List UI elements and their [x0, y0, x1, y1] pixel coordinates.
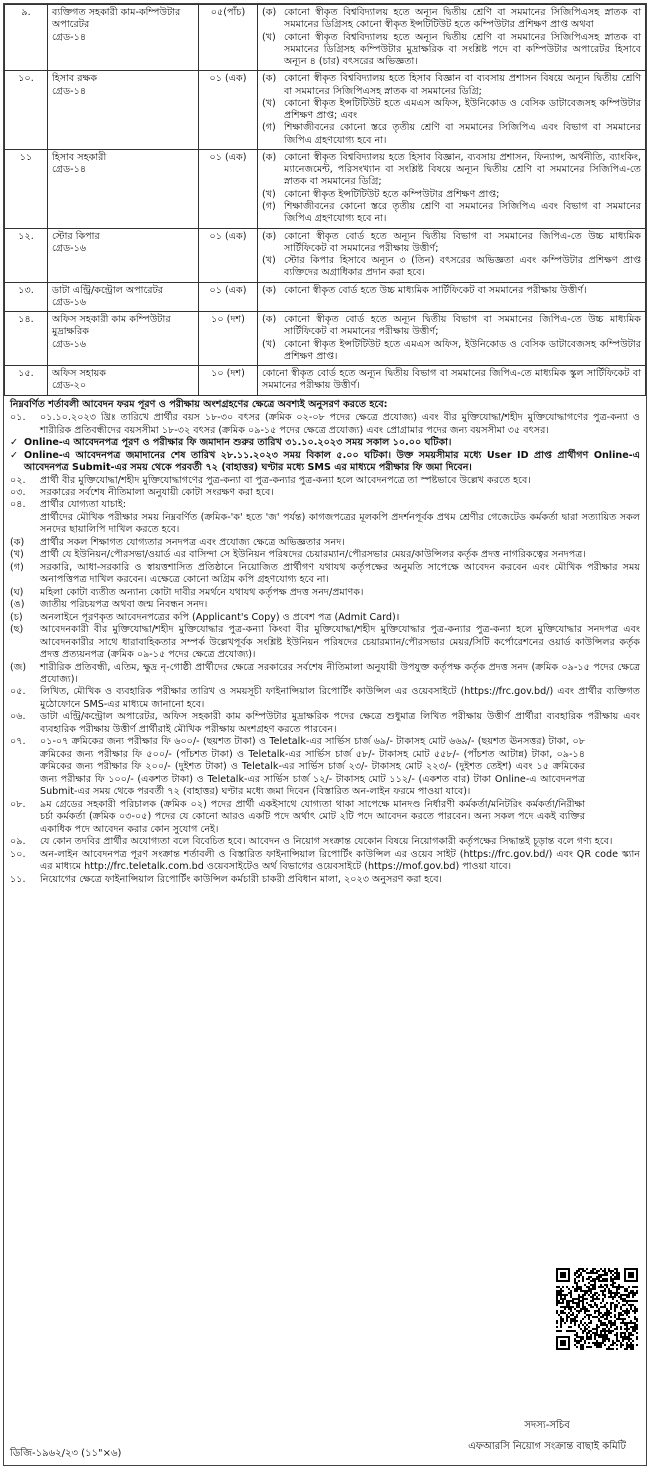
- qualification-item: [262, 231, 641, 256]
- qualification-item: [262, 152, 641, 189]
- post-grade: গ্রেড-২০: [52, 380, 87, 392]
- post-count: ০১ (এক): [199, 71, 258, 150]
- conditions-list: [10, 412, 640, 886]
- post-title: স্টোর কিপার: [52, 230, 100, 242]
- signature-committee: এফআরসি নিয়োগ সংক্রান্ত বাছাই কমিটি: [468, 1440, 626, 1452]
- condition-marker: (ঘ): [10, 586, 24, 598]
- table-row: [5, 366, 646, 396]
- conditions-lead: নিম্নবর্ণিত শর্তাবলী আবেদন ফরম পূরণ ও পরীক্ষায় অংশগ্রহণের ক্ষেত্রে অবশ্যই অনুসরণ করতে হবে:: [10, 398, 388, 410]
- condition-marker: ০৮.: [10, 798, 26, 810]
- job-circular-page: [3, 3, 647, 1466]
- condition-marker: ১১.: [10, 873, 26, 885]
- qualification-text: কোনো স্বীকৃত বোর্ড হতে অন্যূন দ্বিতীয় বিভাগ বা সমমানের জিপিএ-তে উচ্চ মাধ্যমিক সার্টিফিকেট বা সমমানের পরীক্ষায় উত্তীর্ণ;: [284, 230, 641, 254]
- condition-item: [10, 686, 640, 711]
- condition-text: ০১.১০.২০২৩ খ্রিঃ তারিখে প্রার্থীর বয়স ১৮-৩০ বৎসর (ক্রমিক ০২-০৮ পদের ক্ষেত্রে প্রযোজ্য) এবং বীর মুক্তিযোদ্ধা/শহীদ মুক্তিযোদ্ধাগণের পুত্র-কন্যা ও শারীরিক প্রতিবন্ধীদের বয়সসীমা ১৮-৩২ বৎসর (ক্রমিক ০৯-১৫ পদের ক্ষেত্রে প্রযোজ্য) এবং প্রোগ্রামার পদের জন্য বয়সসীমা ৩৫ বৎসর।: [40, 412, 640, 436]
- condition-item: [10, 475, 640, 487]
- condition-marker: ০২.: [10, 474, 26, 486]
- table-row: [5, 228, 646, 282]
- condition-item: [10, 437, 640, 449]
- condition-text: Online-এ আবেদনপত্র পূরণ ও পরীক্ষার ফি জমাদান শুরুর তারিখ ৩১.১০.২০২৩ সময় সকাল ১০.০০ ঘটিকা।: [24, 437, 452, 449]
- condition-item: [10, 849, 640, 874]
- condition-item: [10, 836, 640, 848]
- qualification-text: কোনো স্বীকৃত ইন্সটিটিউট হতে এমএস অফিস, ইউনিকোড ও বেসিক ডাটাবেজসহ কম্পিউটার প্রশিক্ষণ প্রাপ্ত; এবং: [284, 97, 641, 122]
- condition-text: ৯ম গ্রেডের সহকারী পরিচালক (ক্রমিক ০২) পদের প্রার্থী একইসাথে যোগ্যতা থাকা সাপেক্ষে মানদণ্ড নির্ধারণী কর্মকর্তা/মনিটরিং কর্মকর্তা/নিরীক্ষা চর্চা কর্মকর্তা (ক্রমিক ০৩-০৫) পদের যে কোনো আরও একটি পদে অর্থাৎ মোট ২টি পদে আবেদন করতে পারবেন। অন্য সকল পদে একই ব্যক্তির একাধিক পদে আবেদন করার কোন সুযোগ নেই।: [40, 798, 585, 835]
- post-title-cell: [48, 149, 199, 228]
- post-count: ০১ (এক): [199, 228, 258, 282]
- qualification-marker: (খ): [262, 338, 276, 350]
- qualification-item: [262, 122, 641, 147]
- qualification-text: কোনো স্বীকৃত ইন্সটিটিউট হতে কম্পিউটার প্রশিক্ষণ প্রাপ্ত;: [284, 188, 500, 200]
- post-grade: গ্রেড-১৪: [52, 31, 87, 43]
- condition-marker: (ঙ): [10, 599, 25, 611]
- post-number: ১০.: [5, 71, 48, 150]
- qualification-text: কোনো স্বীকৃত বিশ্ববিদ্যালয় হতে অন্যূন দ্বিতীয় শ্রেণি বা সমমানের সিজিপিএসহ স্নাতক বা সমমানের ডিগ্রিসহ কম্পিউটার মুদ্রাক্ষরিক বা সংশ্লিষ্ট পদে বা কম্পিউটার অপারেটর হিসাবে অন্যূন ৪ (চার) বৎসরের অভিজ্ঞতা।: [284, 31, 641, 68]
- condition-marker: (ছ): [10, 624, 24, 636]
- condition-text: অন-লাইন আবেদনপত্র পূরণ সংক্রান্ত শর্তাবলী ও বিস্তারিত ফাইনান্সিয়াল রিপোর্টিং কাউন্সিল এর ওয়েব সাইট (https://frc.gov.bd/) এবং QR code স্ক্যান এর মাধ্যমে http://frc.teletalk.com.bd ওয়েবসাইটেও অর্থ বিভাগের ওয়েবসাইটে (https://mof.gov.bd) পাওয়া যাবে।: [40, 848, 640, 873]
- condition-text: লিখিত, মৌখিক ও ব্যবহারিক পরীক্ষার তারিখ ও সময়সূচী ফাইনান্সিয়াল রিপোর্টিং কাউন্সিল এর ওয়েবসাইটে (https://frc.gov.bd/) এবং প্রার্থীর ব্যক্তিগত মুঠোফোনে SMS-এর মাধ্যমে জানানো হবে।: [40, 686, 640, 710]
- qualification-text: কোনো স্বীকৃত বোর্ড হতে অন্যূন দ্বিতীয় বিভাগ বা সমমানের জিপিএ-তে মাধ্যমিক স্কুল সার্টিফিকেট বা সমমানের পরীক্ষায় উত্তীর্ণ।: [262, 368, 641, 392]
- condition-item: [10, 624, 640, 661]
- post-title: হিসাব সহকারী: [52, 151, 107, 163]
- post-title-cell: [48, 282, 199, 312]
- post-number: ৯.: [5, 5, 48, 71]
- condition-text: শারীরিক প্রতিবন্ধী, এতিম, ক্ষুদ্র নৃ-গোষ্ঠী প্রার্থীদের ক্ষেত্রে সরকারের সর্বশেষ নীতিমালা অনুযায়ী উপযুক্ত কর্তৃপক্ষ কর্তৃক প্রদত্ত সনদ (ক্রমিক ০৯-১৫ পদের ক্ষেত্রে প্রযোজ্য)।: [40, 661, 640, 686]
- qualification-marker: (খ): [262, 97, 276, 109]
- condition-marker: ০৯.: [10, 836, 26, 848]
- post-number: ১৫.: [5, 366, 48, 396]
- qualification-marker: (ক): [262, 284, 277, 296]
- post-title: অফিস সহকারী কাম কম্পিউটার মুদ্রাক্ষরিক: [52, 314, 171, 338]
- footer-code: ডিজি-১৯৬২/২৩ (১১"×৬): [10, 1448, 122, 1459]
- post-number: ১৪.: [5, 312, 48, 366]
- post-grade: গ্রেড-১৬: [52, 242, 87, 254]
- condition-text: জাতীয় পরিচয়পত্র অথবা জন্ম নিবন্ধন সনদ।: [40, 599, 208, 611]
- table-row: [5, 282, 646, 312]
- post-grade: গ্রেড-১৬: [52, 296, 87, 308]
- condition-marker: ০৩.: [10, 486, 26, 498]
- post-grade: গ্রেড-১৪: [52, 164, 87, 176]
- table-row: [5, 5, 646, 71]
- post-count: ১০ (দশ): [199, 312, 258, 366]
- post-count: ১০ (দশ): [199, 366, 258, 396]
- condition-marker: [10, 512, 40, 537]
- post-title: অফিস সহায়ক: [52, 368, 106, 380]
- condition-item: [10, 874, 640, 886]
- signature-title: সদস্য-সচিব: [524, 1420, 570, 1431]
- qualification-text: কোনো স্বীকৃত বিশ্ববিদ্যালয় হতে হিসাব বিজ্ঞান, ব্যবসায় প্রশাসন, ফিন্যান্স, অর্থনীতি, ব্যাংকিং, ম্যানেজমেন্ট, পরিসংখ্যান বা সংশ্লিষ্ট বিষয়ে অন্যূন দ্বিতীয় শ্রেণি বা সমমানের সিজিপিএ-তে স্নাতক বা সমমানের ডিগ্রি;: [284, 151, 641, 188]
- check-icon: ✓: [10, 449, 19, 461]
- condition-marker: ০৪.: [10, 499, 26, 511]
- post-number: ১৩.: [5, 282, 48, 312]
- condition-text: ০১-০৭ ক্রমিকের জন্য পরীক্ষার ফি ৬০০/- (ছয়শত টাকা) ও Teletalk-এর সার্ভিস চার্জ ৬৯/- টাকাসহ মোট ৬৬৯/- (ছয়শত ঊনসত্তর) টাকা, ০৮ ক্রমিকের জন্য পরীক্ষার ফি ৫০০/- (পাঁচশত টাকা) ও Teletalk-এর সার্ভিস চার্জ ৫৮/- টাকাসহ মোট ৫৫৮/- (পাঁচশত আটান্ন) টাকা, ০৯-১৪ ক্রমিকের জন্য পরীক্ষার ফি ২০০/- (দুইশত টাকা) ও Teletalk-এর সার্ভিস চার্জ ২৩/- টাকাসহ মোট ২২৩/- (দুইশত তেইশ) এবং ১৫ ক্রমিকের জন্য পরীক্ষার ফি ১০০/- (একশত টাকা) ও Teletalk-এর সার্ভিস চার্জ ১২/- টাকাসহ মোট ১১২/- (একশত বার) টাকা Online-এ আবেদনপত্র Submit-এর সময় থেকে পরবর্তী ৭২ (বাহাত্তর) ঘণ্টার মধ্যে জমা দিবেন (বিস্তারিত অন-লাইন ফরমে পাওয়া যাবে)।: [40, 736, 585, 798]
- check-icon: ✓: [10, 437, 19, 449]
- condition-text: মহিলা কোটা ব্যতীত অন্যান্য কোটা দাবীর সমর্থনে যথাযথ কর্তৃপক্ষ প্রদত্ত সনদ/প্রমাণক।: [40, 586, 364, 598]
- post-title: ব্যক্তিগত সহকারী কাম-কম্পিউটার অপারেটর: [52, 7, 181, 31]
- post-count: ০১ (এক): [199, 282, 258, 312]
- qualification-marker: (ক): [262, 230, 277, 242]
- post-title-cell: [48, 312, 199, 366]
- qualification-item: [262, 314, 641, 339]
- post-grade: গ্রেড-১৪: [52, 85, 87, 97]
- qualification-item: [262, 189, 641, 201]
- condition-item: [10, 599, 640, 611]
- qualification-marker: (ক): [262, 73, 277, 85]
- qualification-marker: (খ): [262, 255, 276, 267]
- qualification-marker: (ক): [262, 314, 277, 326]
- post-qualifications: [258, 5, 646, 71]
- condition-marker: (চ): [10, 611, 23, 623]
- condition-item: [10, 549, 640, 561]
- condition-text: নিয়োগের ক্ষেত্রে ফাইনান্সিয়াল রিপোর্টিং কাউন্সিল কর্মচারী চাকরী প্রবিধান মালা, ২০২৩ অনুসরণ করা হবে।: [40, 873, 442, 885]
- condition-marker: (খ): [10, 549, 24, 561]
- qualification-marker: (ক): [262, 7, 277, 18]
- qualification-text: স্টোর কিপার হিসাবে অন্যূন ৩ (তিন) বৎসরের অভিজ্ঞতা এবং কম্পিউটার প্রশিক্ষণ প্রাপ্ত ব্যক্তিদের অগ্রাধিকার প্রদান করা হবে।: [284, 255, 641, 279]
- condition-text: অনলাইনে পূরণকৃত আবেদনপত্রের কপি (Applicant's Copy) ও প্রবেশ পত্র (Admit Card)।: [40, 611, 400, 623]
- condition-item: [10, 450, 640, 475]
- post-number: ১১: [5, 149, 48, 228]
- post-qualifications: [258, 282, 646, 312]
- qualification-item: [262, 285, 641, 297]
- condition-item: [10, 736, 640, 798]
- condition-item: [10, 499, 640, 511]
- post-title-cell: [48, 71, 199, 150]
- post-qualifications: [258, 366, 646, 396]
- qualification-item: [262, 32, 641, 69]
- signature-block: [468, 1420, 626, 1454]
- qualification-marker: (গ): [262, 122, 276, 134]
- post-count: ০১ (এক): [199, 149, 258, 228]
- qualification-text: শিক্ষাজীবনের কোনো স্তরে তৃতীয় শ্রেণি বা সমমানের সিজিপিএ এবং বিভাগ বা সমমানের জিপিএ গ্রহণযোগ্য হবে না।: [284, 200, 641, 225]
- condition-item: [10, 562, 640, 587]
- post-title-cell: [48, 366, 199, 396]
- post-count: ০৫(পাঁচ): [199, 5, 258, 71]
- conditions-section: [4, 396, 646, 886]
- qualification-item: [262, 7, 641, 32]
- condition-marker: (জ): [10, 661, 27, 673]
- qualification-marker: (ক): [262, 151, 277, 163]
- condition-text: ডাটা এন্ট্রি/কন্ট্রোল অপারেটর, অফিস সহকারী কাম কম্পিউটার মুদ্রাক্ষরিক পদের ক্ষেত্রে শুধুমাত্র লিখিত পরীক্ষায় উত্তীর্ণ প্রার্থীরা ব্যবহারিক পরীক্ষায় এবং ব্যবহারিক পরীক্ষায় উত্তীর্ণ প্রার্থীরাই মৌখিক পরীক্ষায় অংশগ্রহণ করতে পারবেন।: [40, 711, 640, 735]
- post-number: ১২.: [5, 228, 48, 282]
- condition-marker: ০১.: [10, 412, 26, 424]
- qualification-item: [262, 73, 641, 98]
- qualification-text: কোনো স্বীকৃত ইন্সটিটিউট হতে এমএস অফিস, ইউনিকোড ও বেসিক ডাটাবেজসহ কম্পিউটার প্রশিক্ষণ প্রাপ্ত।: [284, 338, 641, 362]
- condition-marker: ০৫.: [10, 686, 26, 698]
- qr-code[interactable]: [556, 1268, 638, 1350]
- condition-marker: (গ): [10, 561, 24, 573]
- condition-text: Online-এ আবেদনপত্র জমাদানের শেষ তারিখ ২৮.১১.২০২৩ সময় বিকাল ৫.০০ ঘটিকা। উক্ত সময়সীমার মধ্যে User ID প্রাপ্ত প্রার্থীগণ Online-এ আবেদনপত্র Submit-এর সময় থেকে পরবর্তী ৭২ (বাহাত্তর) ঘণ্টার মধ্যে SMS এর মাধ্যমে পরীক্ষার ফি জমা দিবেন।: [24, 449, 640, 474]
- posts-table: [4, 4, 646, 396]
- condition-text: প্রার্থীদের মৌখিক পরীক্ষার সময় নিম্নবর্ণিত (ক্রমিক-'ক' হতে 'জ' পর্যন্ত) কাগজপত্রের মূলকপি প্রদর্শনপূর্বক প্রথম শ্রেণীর গেজেটেড কর্মকর্তা দ্বারা সত্যায়িত সকল সনদের ছায়ালিপি দাখিল করতে হবে।: [40, 511, 640, 536]
- condition-item: [10, 799, 640, 836]
- qr-code-icon: [556, 1268, 638, 1350]
- condition-text: আবেদনকারী বীর মুক্তিযোদ্ধা/শহীদ মুক্তিযোদ্ধার পুত্র-কন্যা কিংবা বীর মুক্তিযোদ্ধা/শহীদ মুক্তিযোদ্ধার পুত্র-কন্যার পুত্র-কন্যা হলে মুক্তিযোদ্ধার সনদপত্র এবং আবেদনকারীর সাথে ধারাবাহিকতার সম্পর্ক উল্লেখপূর্বক সংশ্লিষ্ট ইউনিয়ন পরিষদের চেয়ারম্যান/পৌরসভার মেয়র/সিটি কর্পোরেশনের ওয়ার্ড কাউন্সিলর কর্তৃক প্রদত্ত প্রত্যয়নপত্র (ক্রমিক ০৯-১৫ পদের ক্ষেত্রে প্রযোজ্য)।: [40, 624, 640, 661]
- post-title-cell: [48, 5, 199, 71]
- table-row: [5, 149, 646, 228]
- post-title: হিসাব রক্ষক: [52, 73, 98, 85]
- qualification-item: [262, 368, 641, 393]
- qualification-item: [262, 201, 641, 226]
- qualification-text: কোনো স্বীকৃত বোর্ড হতে অন্যূন দ্বিতীয় বিভাগ বা সমমানের জিপিএ-তে উচ্চ মাধ্যমিক সার্টিফিকেট বা সমমানের পরীক্ষায় উত্তীর্ণ;: [284, 314, 641, 338]
- condition-item: [10, 662, 640, 687]
- condition-item: [10, 711, 640, 736]
- condition-text: প্রার্থীর যোগ্যতা যাচাই:: [40, 499, 127, 511]
- post-qualifications: [258, 312, 646, 366]
- condition-text: সরকারের সর্বশেষ নীতিমালা অনুযায়ী কোটা সংরক্ষণ করা হবে।: [40, 486, 274, 498]
- qualification-item: [262, 255, 641, 280]
- qualification-text: কোনো স্বীকৃত বিশ্ববিদ্যালয় হতে হিসাব বিজ্ঞান বা ব্যবসায় প্রশাসন বিষয়ে অন্যূন দ্বিতীয় শ্রেণি বা সমমানের সিজিপিএসহ স্নাতক বা সমমানের ডিগ্রি;: [284, 73, 641, 97]
- condition-text: যে কোন তদবির প্রার্থীর অযোগ্যতা বলে বিবেচিত হবে। আবেদন ও নিয়োগ সংক্রান্ত যেকোন বিষয়ে নিয়োগকারী কর্তৃপক্ষের সিদ্ধান্তই চূড়ান্ত বলে গণ্য হবে।: [40, 836, 613, 848]
- condition-text: প্রার্থী যে ইউনিয়ন/পৌরসভা/ওয়ার্ড এর বাসিন্দা সে ইউনিয়ন পরিষদের চেয়ারম্যান/পৌরসভার মেয়র/কাউন্সিলর কর্তৃক প্রদত্ত নাগরিকত্বের সনদপত্র।: [40, 549, 586, 561]
- condition-item: [10, 512, 640, 537]
- qualification-item: [262, 339, 641, 364]
- condition-item: [10, 612, 640, 624]
- post-qualifications: [258, 149, 646, 228]
- post-title: ডাটা এন্ট্রি/কন্ট্রোল অপারেটর: [52, 284, 164, 296]
- condition-text: প্রার্থী বীর মুক্তিযোদ্ধা/শহীদ মুক্তিযোদ্ধাগণের পুত্র-কন্যা বা পুত্র-কন্যার পুত্র-কন্যা হলে আবেদনপত্রে তা স্পষ্টভাবে উল্লেখ করতে হবে।: [40, 474, 531, 486]
- qualification-marker: (গ): [262, 200, 276, 212]
- qualification-text: কোনো স্বীকৃত বিশ্ববিদ্যালয় হতে অন্যূন দ্বিতীয় শ্রেণি বা সমমানের সিজিপিএসহ স্নাতক বা সমমানের ডিগ্রিসহ কোনো স্বীকৃত ইন্সটিটিউট হতে কম্পিউটার প্রশিক্ষণ প্রাপ্ত অথবা: [284, 7, 641, 31]
- condition-text: সরকারি, আধা-সরকারি ও স্বায়ত্তশাসিত প্রতিষ্ঠানে নিয়োজিত প্রার্থীগণ যথাযথ কর্তৃপক্ষের অনুমতি সাপেক্ষে আবেদন করবেন এবং মৌখিক পরীক্ষার সময় অনাপত্তিপত্র দাখিল করবেন। এক্ষেত্রে কোনো অগ্রিম কপি গ্রহণযোগ্য হবে না।: [40, 561, 640, 586]
- qualification-text: শিক্ষাজীবনের কোনো স্তরে তৃতীয় শ্রেণি বা সমমানের সিজিপিএ এবং বিভাগ বা সমমানের জিপিএ গ্রহণযোগ্য হবে না।: [284, 122, 641, 146]
- condition-marker: ০৬.: [10, 711, 26, 723]
- post-title-cell: [48, 228, 199, 282]
- table-row: [5, 312, 646, 366]
- qualification-item: [262, 98, 641, 123]
- condition-item: [10, 587, 640, 599]
- qualification-marker: (খ): [262, 188, 276, 200]
- condition-marker: ০৭.: [10, 736, 26, 748]
- condition-item: [10, 537, 640, 549]
- condition-marker: ১০.: [10, 848, 26, 860]
- condition-item: [10, 487, 640, 499]
- condition-marker: (ক): [10, 536, 25, 548]
- post-qualifications: [258, 71, 646, 150]
- post-grade: গ্রেড-১৬: [52, 338, 87, 350]
- qualification-text: কোনো স্বীকৃত বোর্ড হতে উচ্চ মাধ্যমিক সার্টিফিকেট বা সমমানের পরীক্ষায় উত্তীর্ণ।: [284, 284, 587, 296]
- post-qualifications: [258, 228, 646, 282]
- condition-item: [10, 412, 640, 437]
- table-row: [5, 71, 646, 150]
- condition-text: প্রার্থীর সকল শিক্ষাগত যোগ্যতার সনদপত্র এবং প্রযোজ্য ক্ষেত্রে অভিজ্ঞতার সনদ।: [40, 536, 345, 548]
- qualification-marker: (খ): [262, 31, 276, 43]
